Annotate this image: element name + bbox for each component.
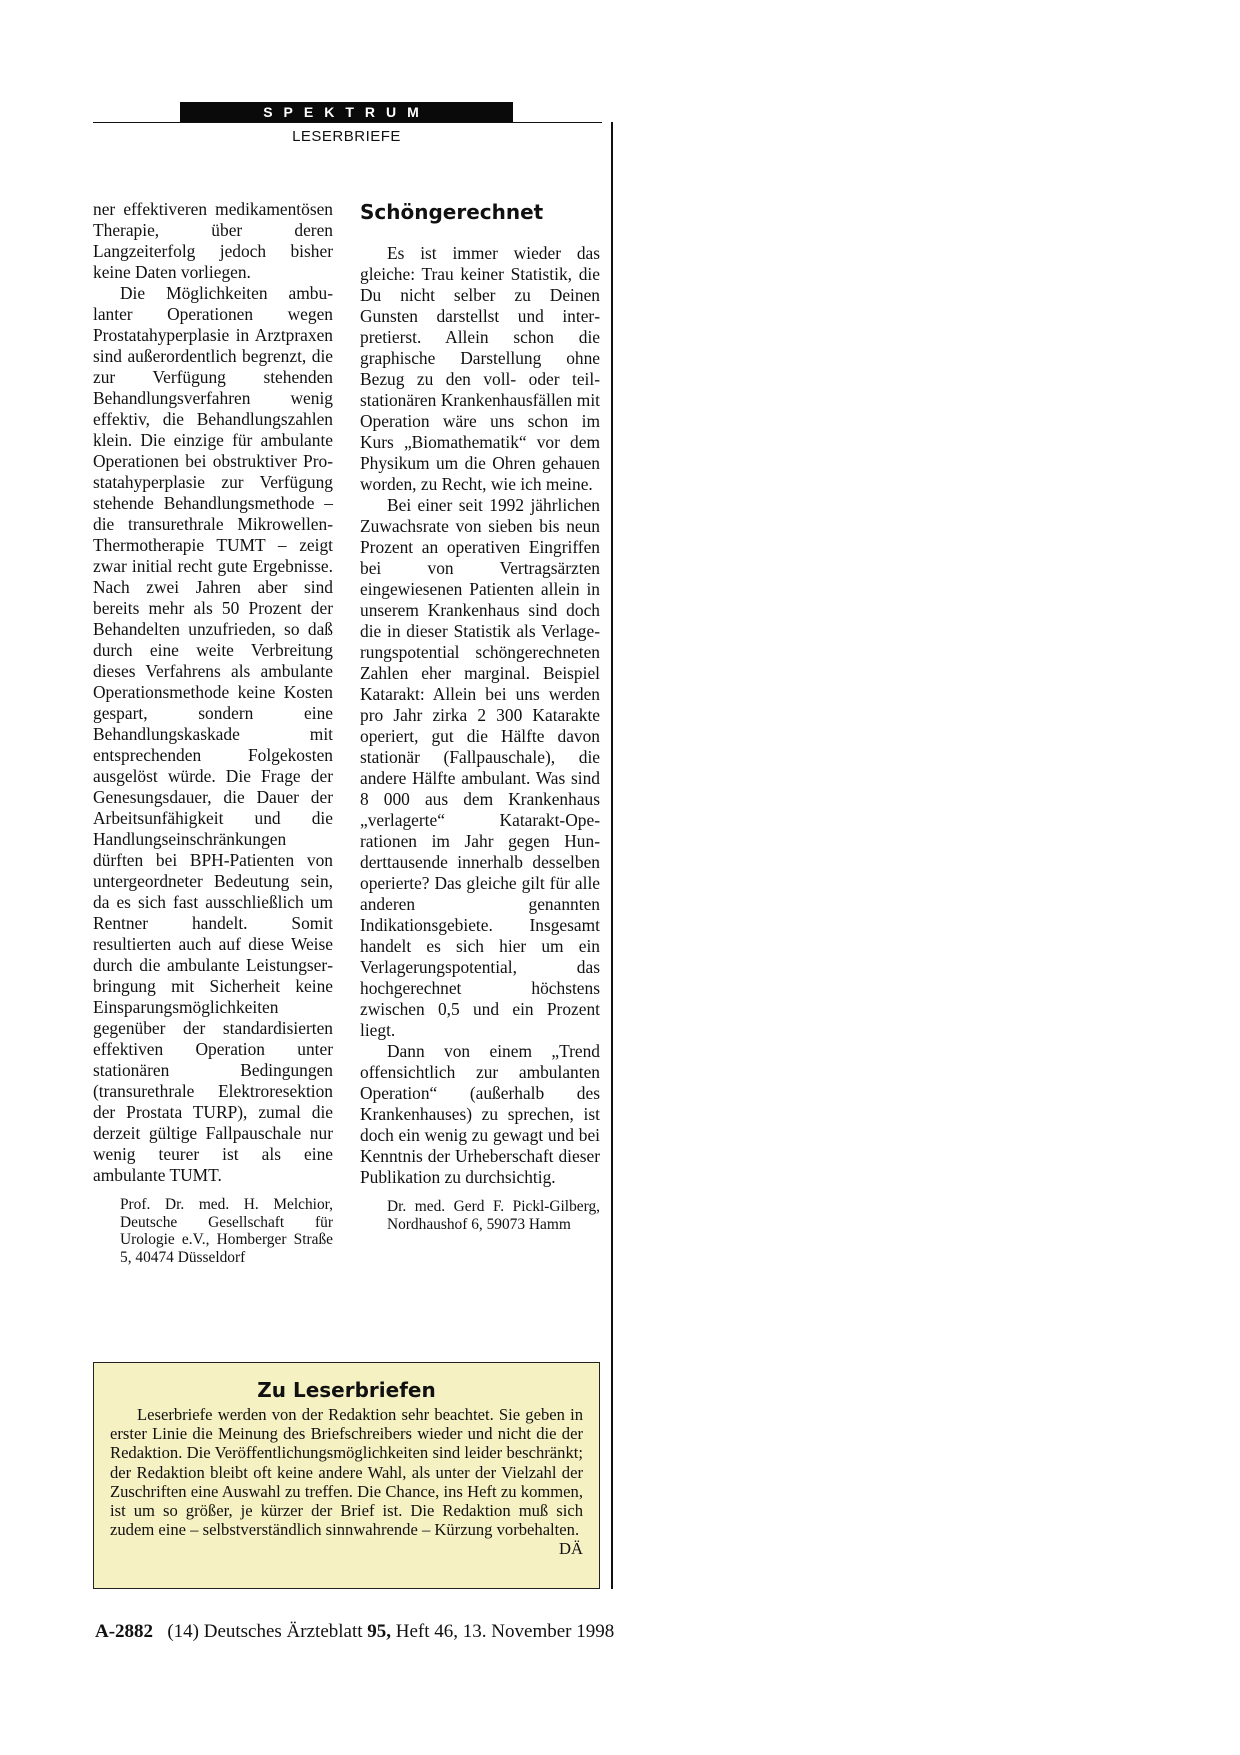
info-box-text: Leserbriefe werden von der Redaktion sehr beachtet. Sie geben in erster Linie die Meinung des Briefschreibers wieder und nicht die der Redaktion. Die Veröffentlichungsmöglichkeiten sind leider beschränkt; der Redaktion bleibt oft keine andere Wahl, als unter der Vielzahl der Zuschriften eine Auswahl zu treffen. Die Chance, ins Heft zu kommen, ist um so größer, je kürzer der Brief ist. Die Redaktion muß sich zudem eine – selbstverständlich sinnwahrende – Kürzung vorbehalten. [110, 1405, 583, 1540]
letter-paragraph: Die Möglichkeiten ambulanter Operationen wegen Prostatahyperplasie in Arztpraxen sind außerordentlich begrenzt, die zur Verfügung stehenden Behandlungsverfahren wenig effektiv, die Behandlungszahlen klein. Die einzige für ambulante Operationen bei obstruktiver Prostatahyperplasie zur Verfügung stehende Behandlungsmethode – die transurethrale Mikrowellen-Thermotherapie TUMT – zeigt zwar initial recht gute Ergebnisse. Nach zwei Jahren aber sind bereits mehr als 50 Prozent der Behandelten unzufrieden, so daß durch eine weite Verbreitung dieses Verfahrens als ambulante Operationsmethode keine Kosten gespart, sondern eine Behandlungskaskade mit entsprechenden Folgekosten ausgelöst würde. Die Frage der Genesungsdauer, die Dauer der Arbeitsunfähigkeit und die Handlungseinschränkungen dürften bei BPH-Patienten von untergeordneter Bedeutung sein, da es sich fast ausschließlich um Rentner handelt. Somit resultierten auch auf diese Weise durch die ambulante Leistungserbringung mit Sicherheit keine Einsparungsmöglichkeiten gegenüber der standardisierten effektiven Operation unter stationären Bedingungen (transurethrale Elektroresektion der Prostata TURP), zumal die derzeit gültige Fallpauschale nur wenig teurer ist als eine ambulante TUMT. [93, 283, 333, 1185]
volume-number: 95, [367, 1621, 392, 1642]
page-footer [95, 1621, 614, 1643]
journal-name: Deutsches Ärzteblatt [203, 1621, 363, 1642]
section-banner: SPEKTRUM [180, 102, 513, 122]
letter-paragraph: Es ist immer wieder das gleiche: Trau keiner Statistik, die Du nicht selber zu Deinen Gunsten darstellst und interpretierst. Allein schon die graphische Darstellung ohne Bezug zu den voll- oder teilstationären Krankenhausfällen mit Operation wäre uns schon im Kurs „Biomathematik“ vor dem Physikum um die Ohren gehauen worden, zu Recht, wie ich meine. [360, 243, 600, 494]
letter-paragraph: Dann von einem „Trend offensichtlich zur ambulanten Operation“ (außerhalb des Krankenhauses) zu sprechen, ist doch ein wenig zu gewagt und bei Kenntnis der Urheberschaft dieser Publikation zu durchsichtig. [360, 1041, 600, 1187]
letter-signature: Dr. med. Gerd F. Pickl-Gilberg, Nordhaushof 6, 59073 Hamm [387, 1198, 600, 1233]
issue-info: Heft 46, 13. November 1998 [395, 1621, 615, 1642]
letter-heading: Schöngerechnet [360, 200, 544, 224]
letter-column-right [360, 199, 600, 1233]
column-divider [611, 122, 613, 1589]
letter-paragraph: ner effektiveren medikamentösen Therapie, über deren Langzeiterfolg jedoch bisher keine Daten vorliegen. [93, 199, 333, 282]
page-code: A-2882 [95, 1621, 154, 1642]
section-label: LESERBRIEFE [292, 128, 401, 145]
page-sub: (14) [167, 1621, 199, 1642]
letter-signature: Prof. Dr. med. H. Melchior, Deutsche Gesellschaft für Urologie e.V., Homberger Straße 5, 40474 Düsseldorf [120, 1196, 333, 1266]
info-box [93, 1362, 600, 1589]
header-rule [93, 122, 602, 123]
info-box-initials: DÄ [559, 1539, 583, 1559]
info-box-title: Zu Leserbriefen [257, 1378, 436, 1402]
letter-paragraph: Bei einer seit 1992 jährlichen Zuwachsrate von sieben bis neun Prozent an operativen Eingriffen bei von Vertragsärzten eingewiesenen Patienten allein in unserem Krankenhaus sind doch die in dieser Statistik als Verlagerungspotential schöngerechneten Zahlen eher marginal. Beispiel Katarakt: Allein bei uns werden pro Jahr zirka 2 300 Katarakte operiert, gut die Hälfte davon stationär (Fallpauschale), die andere Hälfte ambulant. Was sind 8 000 aus dem Krankenhaus „verlagerte“ Katarakt-Operationen im Jahr gegen Hunderttausende innerhalb desselben operierte? Das gleiche gilt für alle anderen genannten Indikationsgebiete. Insgesamt handelt es sich hier um ein Verlagerungspotential, das hochgerechnet höchstens zwischen 0,5 und ein Prozent liegt. [360, 495, 600, 1040]
letter-column-left [93, 199, 333, 1266]
